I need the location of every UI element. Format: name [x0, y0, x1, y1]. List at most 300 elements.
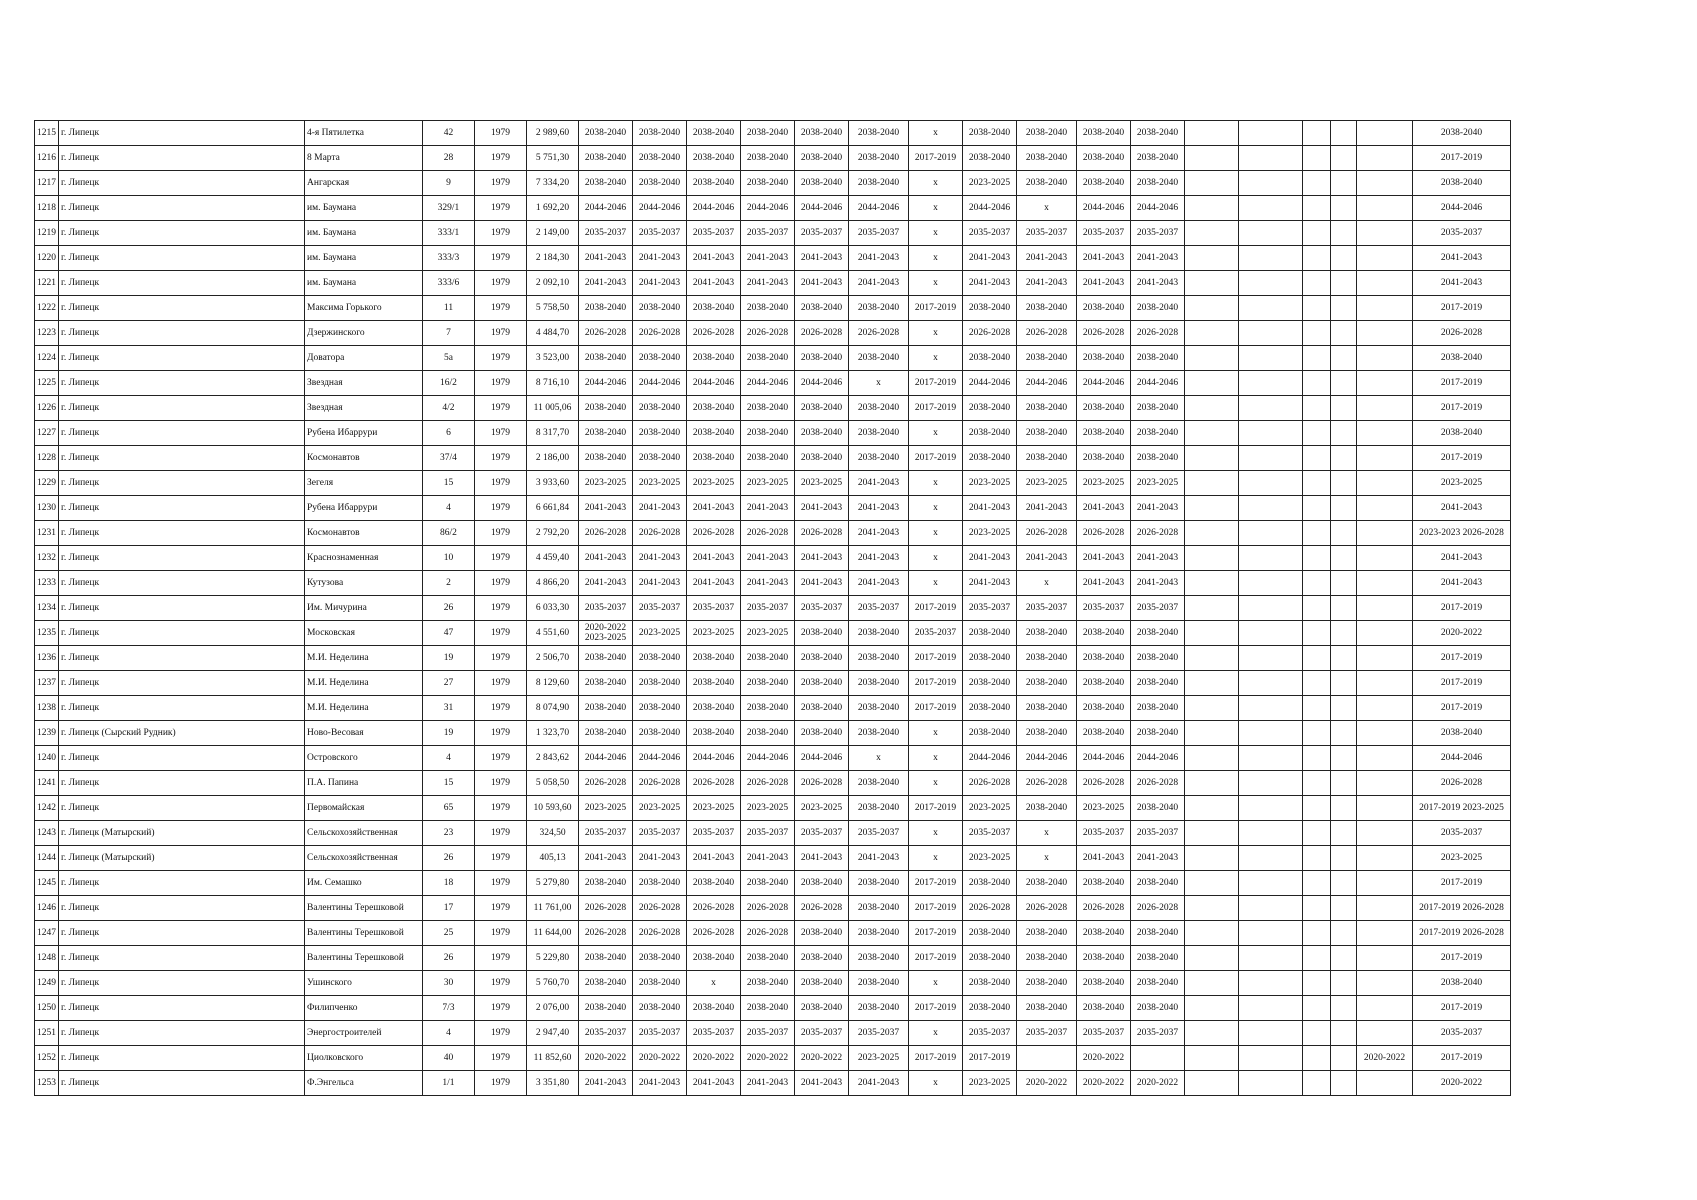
cell-col-9: 2044-2046: [687, 746, 741, 771]
cell-col-8: 2026-2028: [633, 921, 687, 946]
cell-col-11: 2038-2040: [795, 296, 849, 321]
cell-col-8: 2038-2040: [633, 421, 687, 446]
cell-col-12: 2038-2040: [849, 971, 909, 996]
cell-area: 2 792,20: [527, 521, 579, 546]
cell-house-number: 15: [423, 471, 475, 496]
cell-col-11: 2035-2037: [795, 1021, 849, 1046]
cell-col-17: 2038-2040: [1131, 996, 1185, 1021]
cell-col-22: [1357, 921, 1413, 946]
cell-house-number: 26: [423, 596, 475, 621]
cell-street: им. Баумана: [305, 271, 423, 296]
cell-col-18: [1185, 471, 1239, 496]
cell-col-20: [1303, 621, 1331, 646]
cell-col-16: 2026-2028: [1077, 321, 1131, 346]
cell-col-19: [1239, 571, 1303, 596]
cell-row-number: 1219: [35, 221, 59, 246]
cell-col-9: 2038-2040: [687, 446, 741, 471]
cell-col-17: 2038-2040: [1131, 946, 1185, 971]
cell-build-year: 1979: [475, 146, 527, 171]
cell-area: 2 186,00: [527, 446, 579, 471]
cell-house-number: 6: [423, 421, 475, 446]
cell-col-19: [1239, 396, 1303, 421]
cell-col-9: 2041-2043: [687, 546, 741, 571]
table-row: [35, 646, 1511, 671]
cell-col-19: [1239, 121, 1303, 146]
cell-col-9: 2038-2040: [687, 296, 741, 321]
cell-col-11: 2041-2043: [795, 271, 849, 296]
cell-col-18: [1185, 1071, 1239, 1096]
cell-col-22: [1357, 571, 1413, 596]
cell-col-17: [1131, 1046, 1185, 1071]
cell-col-13: 2017-2019: [909, 871, 963, 896]
cell-col-20: [1303, 1046, 1331, 1071]
cell-area: 7 334,20: [527, 171, 579, 196]
cell-col-21: [1331, 746, 1357, 771]
cell-col-7: 2044-2046: [579, 746, 633, 771]
cell-row-number: 1224: [35, 346, 59, 371]
cell-col-14: 2038-2040: [963, 621, 1017, 646]
cell-col-18: [1185, 771, 1239, 796]
cell-col-18: [1185, 646, 1239, 671]
cell-repair-period: 2017-2019: [1413, 671, 1511, 696]
cell-col-7: 2035-2037: [579, 1021, 633, 1046]
cell-col-10: 2041-2043: [741, 246, 795, 271]
cell-settlement: г. Липецк: [59, 146, 305, 171]
cell-build-year: 1979: [475, 471, 527, 496]
cell-col-18: [1185, 621, 1239, 646]
cell-col-21: [1331, 871, 1357, 896]
cell-col-9: 2044-2046: [687, 371, 741, 396]
cell-col-11: 2041-2043: [795, 846, 849, 871]
cell-col-13: х: [909, 971, 963, 996]
cell-col-10: 2044-2046: [741, 746, 795, 771]
cell-col-18: [1185, 321, 1239, 346]
cell-settlement: г. Липецк: [59, 971, 305, 996]
cell-col-17: 2038-2040: [1131, 646, 1185, 671]
cell-col-8: 2026-2028: [633, 896, 687, 921]
cell-area: 2 989,60: [527, 121, 579, 146]
cell-col-13: 2017-2019: [909, 796, 963, 821]
cell-house-number: 11: [423, 296, 475, 321]
cell-settlement: г. Липецк: [59, 921, 305, 946]
cell-repair-period: 2017-2019: [1413, 296, 1511, 321]
cell-col-16: 2020-2022: [1077, 1046, 1131, 1071]
cell-street: им. Баумана: [305, 246, 423, 271]
cell-build-year: 1979: [475, 971, 527, 996]
cell-col-12: 2023-2025: [849, 1046, 909, 1071]
cell-street: Им. Мичурина: [305, 596, 423, 621]
cell-col-16: 2041-2043: [1077, 546, 1131, 571]
cell-col-7: 2038-2040: [579, 946, 633, 971]
cell-col-16: 2023-2025: [1077, 796, 1131, 821]
table-row: [35, 396, 1511, 421]
cell-row-number: 1233: [35, 571, 59, 596]
cell-col-13: 2017-2019: [909, 946, 963, 971]
cell-col-14: 2026-2028: [963, 771, 1017, 796]
cell-house-number: 2: [423, 571, 475, 596]
cell-col-13: 2017-2019: [909, 446, 963, 471]
cell-col-20: [1303, 296, 1331, 321]
cell-settlement: г. Липецк: [59, 221, 305, 246]
cell-col-9: 2038-2040: [687, 646, 741, 671]
cell-area: 10 593,60: [527, 796, 579, 821]
cell-col-9: 2044-2046: [687, 196, 741, 221]
cell-row-number: 1236: [35, 646, 59, 671]
cell-col-8: 2023-2025: [633, 471, 687, 496]
cell-col-10: 2023-2025: [741, 471, 795, 496]
cell-col-10: 2044-2046: [741, 196, 795, 221]
cell-area: 4 484,70: [527, 321, 579, 346]
cell-repair-period: 2017-2019: [1413, 646, 1511, 671]
cell-col-10: 2041-2043: [741, 546, 795, 571]
cell-col-12: 2038-2040: [849, 921, 909, 946]
cell-col-16: 2026-2028: [1077, 896, 1131, 921]
cell-settlement: г. Липецк: [59, 471, 305, 496]
cell-col-14: 2023-2025: [963, 171, 1017, 196]
cell-build-year: 1979: [475, 671, 527, 696]
cell-repair-period: 2041-2043: [1413, 246, 1511, 271]
cell-col-7: 2020-2022: [579, 1046, 633, 1071]
cell-row-number: 1240: [35, 746, 59, 771]
cell-col-21: [1331, 921, 1357, 946]
cell-col-8: 2038-2040: [633, 121, 687, 146]
cell-settlement: г. Липецк: [59, 871, 305, 896]
table-row: [35, 546, 1511, 571]
cell-area: 8 317,70: [527, 421, 579, 446]
cell-col-19: [1239, 246, 1303, 271]
cell-col-20: [1303, 1071, 1331, 1096]
cell-repair-period: 2017-2019: [1413, 871, 1511, 896]
cell-col-12: 2038-2040: [849, 171, 909, 196]
cell-col-17: 2020-2022: [1131, 1071, 1185, 1096]
cell-row-number: 1235: [35, 621, 59, 646]
cell-col-7: 2041-2043: [579, 246, 633, 271]
cell-col-18: [1185, 146, 1239, 171]
cell-house-number: 27: [423, 671, 475, 696]
cell-build-year: 1979: [475, 1021, 527, 1046]
cell-row-number: 1216: [35, 146, 59, 171]
cell-col-15: 2044-2046: [1017, 371, 1077, 396]
cell-col-11: 2035-2037: [795, 221, 849, 246]
cell-col-15: 2038-2040: [1017, 621, 1077, 646]
cell-col-14: 2038-2040: [963, 696, 1017, 721]
cell-col-17: 2038-2040: [1131, 871, 1185, 896]
cell-col-15: 2038-2040: [1017, 121, 1077, 146]
cell-col-10: 2041-2043: [741, 571, 795, 596]
cell-build-year: 1979: [475, 496, 527, 521]
cell-area: 4 866,20: [527, 571, 579, 596]
cell-col-11: 2038-2040: [795, 671, 849, 696]
cell-col-11: 2023-2025: [795, 796, 849, 821]
cell-settlement: г. Липецк (Матырский): [59, 821, 305, 846]
cell-col-14: 2044-2046: [963, 196, 1017, 221]
cell-area: 8 074,90: [527, 696, 579, 721]
cell-col-21: [1331, 221, 1357, 246]
cell-row-number: 1238: [35, 696, 59, 721]
cell-col-7: 2038-2040: [579, 996, 633, 1021]
cell-street: М.И. Неделина: [305, 696, 423, 721]
cell-col-21: [1331, 321, 1357, 346]
cell-col-19: [1239, 996, 1303, 1021]
cell-col-11: 2038-2040: [795, 446, 849, 471]
cell-repair-period: 2017-2019: [1413, 446, 1511, 471]
cell-house-number: 65: [423, 796, 475, 821]
cell-col-12: 2038-2040: [849, 896, 909, 921]
table-row: [35, 821, 1511, 846]
cell-col-8: 2038-2040: [633, 646, 687, 671]
cell-col-22: [1357, 846, 1413, 871]
cell-col-19: [1239, 971, 1303, 996]
cell-col-10: 2038-2040: [741, 421, 795, 446]
cell-col-7: 2038-2040: [579, 446, 633, 471]
cell-house-number: 23: [423, 821, 475, 846]
cell-col-9: 2035-2037: [687, 221, 741, 246]
cell-col-21: [1331, 146, 1357, 171]
cell-house-number: 4: [423, 746, 475, 771]
cell-col-7: 2023-2025: [579, 796, 633, 821]
cell-col-7: 2038-2040: [579, 146, 633, 171]
cell-col-7: 2041-2043: [579, 846, 633, 871]
cell-col-21: [1331, 396, 1357, 421]
cell-row-number: 1241: [35, 771, 59, 796]
cell-col-20: [1303, 646, 1331, 671]
cell-area: 11 852,60: [527, 1046, 579, 1071]
cell-repair-period: 2017-2019 2026-2028: [1413, 921, 1511, 946]
cell-col-15: 2035-2037: [1017, 596, 1077, 621]
cell-settlement: г. Липецк: [59, 321, 305, 346]
cell-col-13: 2017-2019: [909, 896, 963, 921]
cell-col-15: 2026-2028: [1017, 521, 1077, 546]
cell-col-9: 2038-2040: [687, 996, 741, 1021]
cell-col-9: 2038-2040: [687, 946, 741, 971]
cell-house-number: 26: [423, 946, 475, 971]
table-row: [35, 121, 1511, 146]
cell-row-number: 1249: [35, 971, 59, 996]
cell-settlement: г. Липецк: [59, 771, 305, 796]
cell-col-8: 2026-2028: [633, 321, 687, 346]
cell-col-8: 2020-2022: [633, 1046, 687, 1071]
cell-build-year: 1979: [475, 821, 527, 846]
table-row: [35, 871, 1511, 896]
cell-col-8: 2041-2043: [633, 546, 687, 571]
cell-settlement: г. Липецк: [59, 571, 305, 596]
cell-col-12: 2038-2040: [849, 771, 909, 796]
cell-col-9: 2038-2040: [687, 671, 741, 696]
cell-col-14: 2038-2040: [963, 721, 1017, 746]
cell-col-8: 2044-2046: [633, 371, 687, 396]
cell-col-11: 2038-2040: [795, 971, 849, 996]
cell-col-15: 2035-2037: [1017, 1021, 1077, 1046]
cell-col-10: 2041-2043: [741, 496, 795, 521]
cell-build-year: 1979: [475, 196, 527, 221]
cell-col-13: 2017-2019: [909, 596, 963, 621]
cell-col-17: 2044-2046: [1131, 746, 1185, 771]
cell-col-15: 2035-2037: [1017, 221, 1077, 246]
cell-row-number: 1234: [35, 596, 59, 621]
cell-col-8: 2038-2040: [633, 171, 687, 196]
cell-area: 2 184,30: [527, 246, 579, 271]
cell-col-18: [1185, 546, 1239, 571]
table-row: [35, 696, 1511, 721]
cell-col-18: [1185, 671, 1239, 696]
cell-house-number: 333/1: [423, 221, 475, 246]
cell-col-13: х: [909, 746, 963, 771]
cell-col-18: [1185, 296, 1239, 321]
cell-settlement: г. Липецк: [59, 646, 305, 671]
cell-col-20: [1303, 746, 1331, 771]
cell-build-year: 1979: [475, 946, 527, 971]
cell-col-7: 2041-2043: [579, 571, 633, 596]
cell-col-22: [1357, 246, 1413, 271]
cell-col-22: [1357, 471, 1413, 496]
cell-settlement: г. Липецк: [59, 521, 305, 546]
cell-col-15: 2038-2040: [1017, 946, 1077, 971]
cell-house-number: 17: [423, 896, 475, 921]
cell-settlement: г. Липецк: [59, 346, 305, 371]
cell-col-19: [1239, 746, 1303, 771]
cell-row-number: 1246: [35, 896, 59, 921]
cell-col-8: 2038-2040: [633, 346, 687, 371]
cell-col-16: 2044-2046: [1077, 196, 1131, 221]
cell-col-17: 2038-2040: [1131, 446, 1185, 471]
cell-col-12: 2038-2040: [849, 421, 909, 446]
cell-col-16: 2038-2040: [1077, 646, 1131, 671]
cell-col-7: 2038-2040: [579, 646, 633, 671]
cell-col-12: 2041-2043: [849, 1071, 909, 1096]
cell-col-10: 2038-2040: [741, 996, 795, 1021]
cell-col-22: [1357, 671, 1413, 696]
cell-col-21: [1331, 271, 1357, 296]
cell-col-11: 2023-2025: [795, 471, 849, 496]
cell-build-year: 1979: [475, 721, 527, 746]
cell-col-10: 2038-2040: [741, 146, 795, 171]
cell-col-20: [1303, 496, 1331, 521]
cell-col-17: 2026-2028: [1131, 321, 1185, 346]
cell-col-15: 2038-2040: [1017, 346, 1077, 371]
cell-col-13: х: [909, 221, 963, 246]
cell-col-12: х: [849, 371, 909, 396]
cell-build-year: 1979: [475, 646, 527, 671]
cell-col-9: 2026-2028: [687, 921, 741, 946]
cell-col-22: [1357, 346, 1413, 371]
cell-col-14: 2044-2046: [963, 746, 1017, 771]
cell-street: Филипченко: [305, 996, 423, 1021]
cell-col-16: 2041-2043: [1077, 246, 1131, 271]
cell-col-7: 2038-2040: [579, 696, 633, 721]
cell-col-7: 2026-2028: [579, 896, 633, 921]
cell-street: Космонавтов: [305, 446, 423, 471]
cell-row-number: 1252: [35, 1046, 59, 1071]
cell-col-21: [1331, 546, 1357, 571]
table-row: [35, 321, 1511, 346]
cell-col-21: [1331, 196, 1357, 221]
cell-col-18: [1185, 996, 1239, 1021]
cell-street: им. Баумана: [305, 221, 423, 246]
cell-col-21: [1331, 946, 1357, 971]
cell-build-year: 1979: [475, 771, 527, 796]
cell-settlement: г. Липецк: [59, 421, 305, 446]
cell-col-16: 2038-2040: [1077, 296, 1131, 321]
cell-repair-period: 2035-2037: [1413, 1021, 1511, 1046]
cell-col-7: 2035-2037: [579, 821, 633, 846]
cell-col-12: 2038-2040: [849, 346, 909, 371]
cell-col-11: 2026-2028: [795, 321, 849, 346]
cell-col-18: [1185, 596, 1239, 621]
cell-col-22: [1357, 321, 1413, 346]
table-row: [35, 246, 1511, 271]
cell-col-20: [1303, 996, 1331, 1021]
cell-col-16: 2038-2040: [1077, 421, 1131, 446]
cell-col-9: 2020-2022: [687, 1046, 741, 1071]
cell-street: Первомайская: [305, 796, 423, 821]
cell-street: Ф.Энгельса: [305, 1071, 423, 1096]
cell-col-8: 2044-2046: [633, 196, 687, 221]
cell-col-21: [1331, 496, 1357, 521]
cell-area: 1 692,20: [527, 196, 579, 221]
cell-col-19: [1239, 721, 1303, 746]
cell-col-14: 2038-2040: [963, 146, 1017, 171]
cell-settlement: г. Липецк: [59, 1071, 305, 1096]
cell-col-7: 2038-2040: [579, 121, 633, 146]
cell-col-11: 2038-2040: [795, 646, 849, 671]
cell-col-18: [1185, 496, 1239, 521]
table-row: [35, 921, 1511, 946]
cell-col-13: 2017-2019: [909, 671, 963, 696]
cell-col-8: 2038-2040: [633, 696, 687, 721]
cell-col-9: 2035-2037: [687, 1021, 741, 1046]
cell-house-number: 42: [423, 121, 475, 146]
cell-col-21: [1331, 296, 1357, 321]
cell-col-22: [1357, 746, 1413, 771]
cell-row-number: 1229: [35, 471, 59, 496]
cell-col-11: 2020-2022: [795, 1046, 849, 1071]
cell-col-11: 2038-2040: [795, 121, 849, 146]
cell-build-year: 1979: [475, 521, 527, 546]
cell-col-22: [1357, 821, 1413, 846]
cell-col-14: 2023-2025: [963, 796, 1017, 821]
cell-col-17: 2041-2043: [1131, 846, 1185, 871]
cell-col-9: 2038-2040: [687, 346, 741, 371]
cell-col-16: 2035-2037: [1077, 596, 1131, 621]
cell-build-year: 1979: [475, 571, 527, 596]
cell-col-10: 2023-2025: [741, 796, 795, 821]
cell-area: 6 033,30: [527, 596, 579, 621]
cell-col-16: 2038-2040: [1077, 621, 1131, 646]
cell-col-19: [1239, 196, 1303, 221]
cell-col-22: [1357, 296, 1413, 321]
cell-col-22: [1357, 421, 1413, 446]
cell-col-10: 2026-2028: [741, 321, 795, 346]
cell-col-8: 2038-2040: [633, 996, 687, 1021]
cell-repair-period: 2041-2043: [1413, 496, 1511, 521]
cell-col-14: 2038-2040: [963, 921, 1017, 946]
cell-col-13: х: [909, 421, 963, 446]
cell-col-19: [1239, 796, 1303, 821]
cell-col-22: [1357, 771, 1413, 796]
cell-col-14: 2041-2043: [963, 246, 1017, 271]
cell-col-17: 2038-2040: [1131, 146, 1185, 171]
cell-col-19: [1239, 446, 1303, 471]
cell-col-10: 2041-2043: [741, 1071, 795, 1096]
cell-repair-period: 2017-2019: [1413, 371, 1511, 396]
cell-col-14: 2035-2037: [963, 821, 1017, 846]
cell-col-13: х: [909, 346, 963, 371]
cell-col-22: [1357, 596, 1413, 621]
cell-house-number: 19: [423, 646, 475, 671]
cell-area: 324,50: [527, 821, 579, 846]
cell-settlement: г. Липецк: [59, 121, 305, 146]
cell-settlement: г. Липецк: [59, 896, 305, 921]
